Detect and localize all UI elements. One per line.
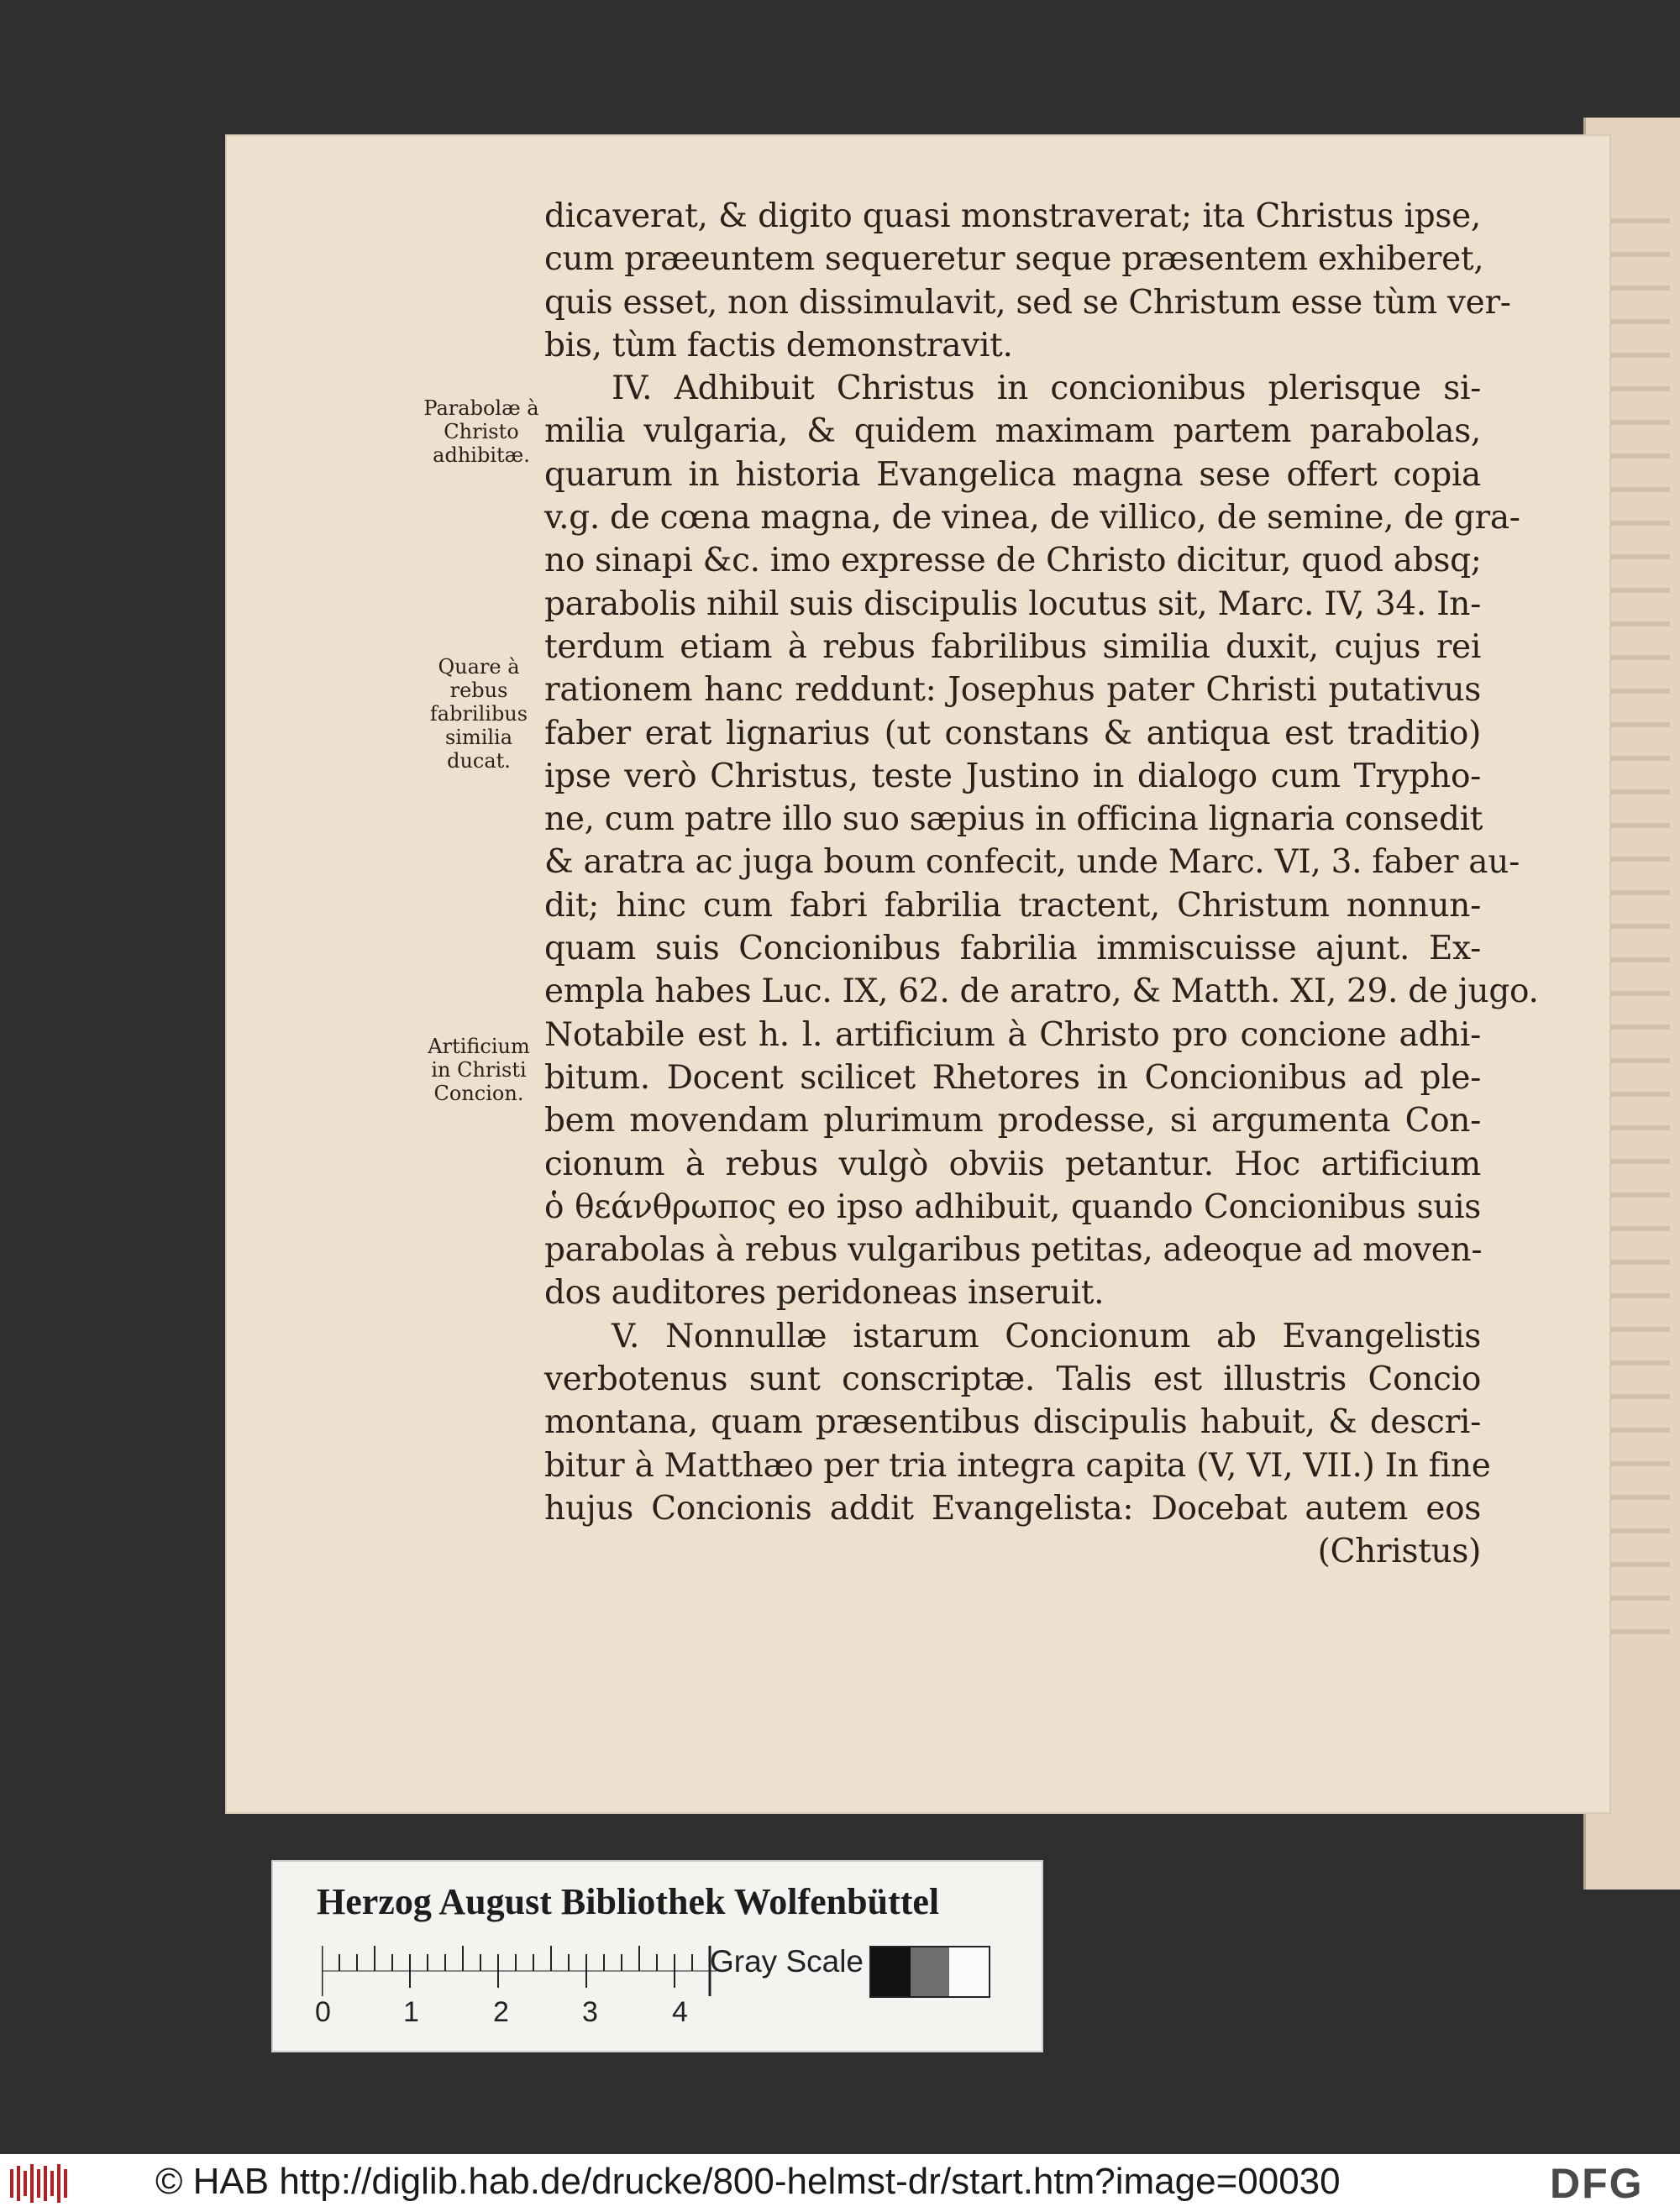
text-line: quam suis Concionibus fabrilia immiscuisse ajunt. Ex- bbox=[544, 930, 1481, 968]
text-line: bis, tùm factis demonstravit. bbox=[544, 326, 1013, 364]
text-line: parabolas à rebus vulgaribus petitas, adeoque ad moven- bbox=[544, 1231, 1483, 1270]
text-line: & aratra ac juga boum confecit, unde Marc. VI, 3. faber au- bbox=[544, 843, 1520, 882]
copyright-url: © HAB http://diglib.hab.de/drucke/800-helmst-dr/start.htm?image=00030 bbox=[155, 2161, 1341, 2202]
margin-note: Quare à rebus fabrilibus similia ducat. bbox=[429, 655, 528, 773]
ruler-number: 1 bbox=[403, 1996, 419, 2028]
gray-scale-swatch bbox=[869, 1946, 990, 1998]
text-line: IV. Adhibuit Christus in concionibus plerisque si- bbox=[612, 370, 1481, 408]
text-line: no sinapi &c. imo expresse de Christo dicitur, quod absq; bbox=[544, 542, 1482, 580]
text-line: ne, cum patre illo suo sæpius in officina lignaria consedit bbox=[544, 800, 1483, 839]
dfg-logo: DFG bbox=[1550, 2160, 1644, 2207]
ruler-scale bbox=[322, 1946, 717, 1996]
text-line: rationem hanc reddunt: Josephus pater Christi putativus bbox=[544, 671, 1481, 710]
text-line: cionum à rebus vulgò obviis petantur. Hoc artificium bbox=[544, 1145, 1481, 1183]
text-line: ipse verò Christus, teste Justino in dialogo cum Trypho- bbox=[544, 757, 1481, 795]
body-text bbox=[544, 195, 1539, 1574]
catchword: (Christus) bbox=[1317, 1533, 1481, 1571]
text-line: dos auditores peridoneas inseruit. bbox=[544, 1274, 1105, 1313]
text-line: empla habes Luc. IX, 62. de aratro, & Matth. XI, 29. de jugo. bbox=[544, 972, 1539, 1011]
text-line: cum præeuntem sequeretur seque præsentem exhiberet, bbox=[544, 240, 1484, 279]
text-line: parabolis nihil suis discipulis locutus sit, Marc. IV, 34. In- bbox=[544, 584, 1481, 623]
text-line: dit; hinc cum fabri fabrilia tractent, Christum nonnun- bbox=[544, 886, 1481, 925]
footer-bar bbox=[0, 2154, 1680, 2212]
text-line: terdum etiam à rebus fabrilibus similia duxit, cujus rei bbox=[544, 627, 1481, 666]
text-line: verbotenus sunt conscriptæ. Talis est illustris Concio bbox=[544, 1360, 1481, 1399]
hab-logo-icon bbox=[8, 2162, 71, 2204]
gray-scale-label: Gray Scale bbox=[710, 1944, 864, 1979]
text-line: milia vulgaria, & quidem maximam partem parabolas, bbox=[544, 412, 1481, 451]
text-line: V. Nonnullæ istarum Concionum ab Evangelistis bbox=[612, 1317, 1481, 1355]
margin-note: Parabolæ à Christo adhibitæ. bbox=[423, 396, 539, 467]
text-line: bitum. Docent scilicet Rhetores in Concionibus ad ple- bbox=[544, 1058, 1481, 1097]
text-line: Notabile est h. l. artificium à Christo pro concione adhi- bbox=[544, 1015, 1481, 1054]
text-line: dicaverat, & digito quasi monstraverat; ita Christus ipse, bbox=[544, 197, 1481, 235]
text-line: hujus Concionis addit Evangelista: Docebat autem eos bbox=[544, 1489, 1481, 1528]
library-name: Herzog August Bibliothek Wolfenbüttel bbox=[317, 1881, 940, 1922]
text-line: quarum in historia Evangelica magna sese offert copia bbox=[544, 455, 1481, 494]
text-line: quis esset, non dissimulavit, sed se Christum esse tùm ver- bbox=[544, 283, 1511, 322]
book-page bbox=[225, 134, 1611, 1814]
text-line: ὁ θεάνθρωπος eo ipso adhibuit, quando Concionibus suis bbox=[544, 1187, 1481, 1226]
ruler-number: 4 bbox=[672, 1996, 688, 2028]
ruler-number: 0 bbox=[315, 1996, 331, 2028]
ruler-number: 2 bbox=[493, 1996, 509, 2028]
margin-note: Artificium in Christi Concion. bbox=[428, 1035, 530, 1105]
library-color-card bbox=[271, 1860, 1043, 2052]
ruler-number: 3 bbox=[582, 1996, 598, 2028]
text-line: faber erat lignarius (ut constans & antiqua est traditio) bbox=[544, 714, 1481, 752]
text-line: bem movendam plurimum prodesse, si argumenta Con- bbox=[544, 1102, 1481, 1140]
text-line: bitur à Matthæo per tria integra capita (V, VI, VII.) In fine bbox=[544, 1446, 1491, 1485]
text-line: montana, quam præsentibus discipulis habuit, & descri- bbox=[544, 1403, 1481, 1442]
text-line: v.g. de cœna magna, de vinea, de villico, de semine, de gra- bbox=[544, 499, 1520, 537]
